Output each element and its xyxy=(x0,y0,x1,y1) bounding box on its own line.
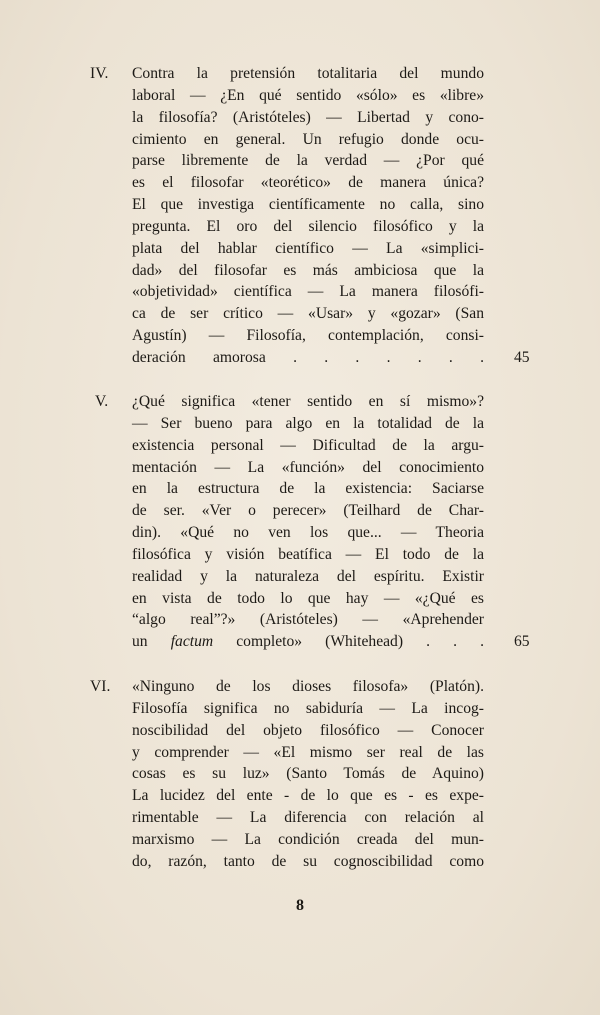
page-number: 65 xyxy=(514,633,530,651)
toc-line: plata del hablar científico — La «simplici- xyxy=(132,239,484,257)
toc-line: cosas es su luz» (Santo Tomás de Aquino) xyxy=(132,765,484,783)
toc-line: la filosofía? (Aristóteles) — Libertad y cono- xyxy=(132,108,484,126)
toc-line: din). «Qué no ven los que... — Theoria xyxy=(132,524,484,542)
toc-line: noscibilidad del objeto filosófico — Conocer xyxy=(132,721,484,739)
toc-line: “algo real”?» (Aristóteles) — «Aprehender xyxy=(132,611,484,629)
toc-line-with-leaders xyxy=(132,631,530,653)
toc-line: realidad y la naturaleza del espíritu. Existir xyxy=(132,567,484,585)
toc-line: ¿Qué significa «tener sentido en sí mismo»? xyxy=(132,393,484,410)
toc-entry-vi xyxy=(90,676,484,873)
toc-line: de ser. «Ver o perecer» (Teilhard de Char- xyxy=(132,502,484,520)
toc-line: «objetividad» científica — La manera filosófi- xyxy=(132,283,484,301)
toc-entry-iv xyxy=(90,63,530,369)
toc-line: en vista de todo lo que hay — «¿Qué es xyxy=(132,589,484,607)
toc-line: existencia personal — Dificultad de la argu- xyxy=(132,436,484,454)
chapter-numeral: V. xyxy=(95,393,109,410)
toc-line: parse libremente de la verdad — ¿Por qué xyxy=(132,152,484,170)
toc-line: do, razón, tanto de su cognoscibilidad como xyxy=(132,852,484,870)
toc-last-line-post: completo» (Whitehead) xyxy=(213,633,404,651)
toc-line: dad» del filosofar es más ambiciosa que la xyxy=(132,261,484,279)
toc-line: laboral — ¿En qué sentido «sólo» es «libre» xyxy=(132,86,484,104)
toc-line: «Ninguno de los dioses filosofa» (Platón). xyxy=(132,678,484,695)
toc-line: pregunta. El oro del silencio filosófico y la xyxy=(132,217,484,235)
toc-line-with-leaders xyxy=(132,347,530,369)
toc-line: Filosofía significa no sabiduría — La incog- xyxy=(132,699,484,717)
dot-leaders: . . . . . . . xyxy=(293,348,484,366)
toc-entry-v xyxy=(95,391,530,653)
toc-line: El que investiga científicamente no calla, sino xyxy=(132,196,484,214)
toc-line: Agustín) — Filosofía, contemplación, consi- xyxy=(132,327,484,345)
toc-line: mentación — La «función» del conocimiento xyxy=(132,458,484,476)
toc-last-line: deración amorosa xyxy=(132,348,266,366)
italic-term: factum xyxy=(170,633,214,651)
toc-line: y comprender — «El mismo ser real de las xyxy=(132,743,484,761)
toc-line: Contra la pretensión totalitaria del mundo xyxy=(132,65,484,82)
toc-line: rimentable — La diferencia con relación al xyxy=(132,809,484,827)
toc-line: marxismo — La condición creada del mun- xyxy=(132,830,484,848)
chapter-numeral: VI. xyxy=(90,678,111,695)
toc-line: ca de ser crítico — «Usar» y «gozar» (San xyxy=(132,305,484,323)
page-number: 45 xyxy=(514,348,530,366)
toc-line: — Ser bueno para algo en la totalidad de la xyxy=(132,414,484,432)
chapter-numeral: IV. xyxy=(90,65,109,82)
toc-line: La lucidez del ente - de lo que es - es expe- xyxy=(132,787,484,805)
toc-last-line-pre: un xyxy=(132,633,171,651)
toc-line: es el filosofar «teorético» de manera única? xyxy=(132,174,484,192)
toc-line: filosófica y visión beatífica — El todo de la xyxy=(132,545,484,563)
page-folio: 8 xyxy=(296,897,304,914)
toc-line: en la estructura de la existencia: Saciarse xyxy=(132,480,484,498)
dot-leaders: . . . xyxy=(426,633,485,651)
toc-line: cimiento en general. Un refugio donde ocu- xyxy=(132,130,484,148)
